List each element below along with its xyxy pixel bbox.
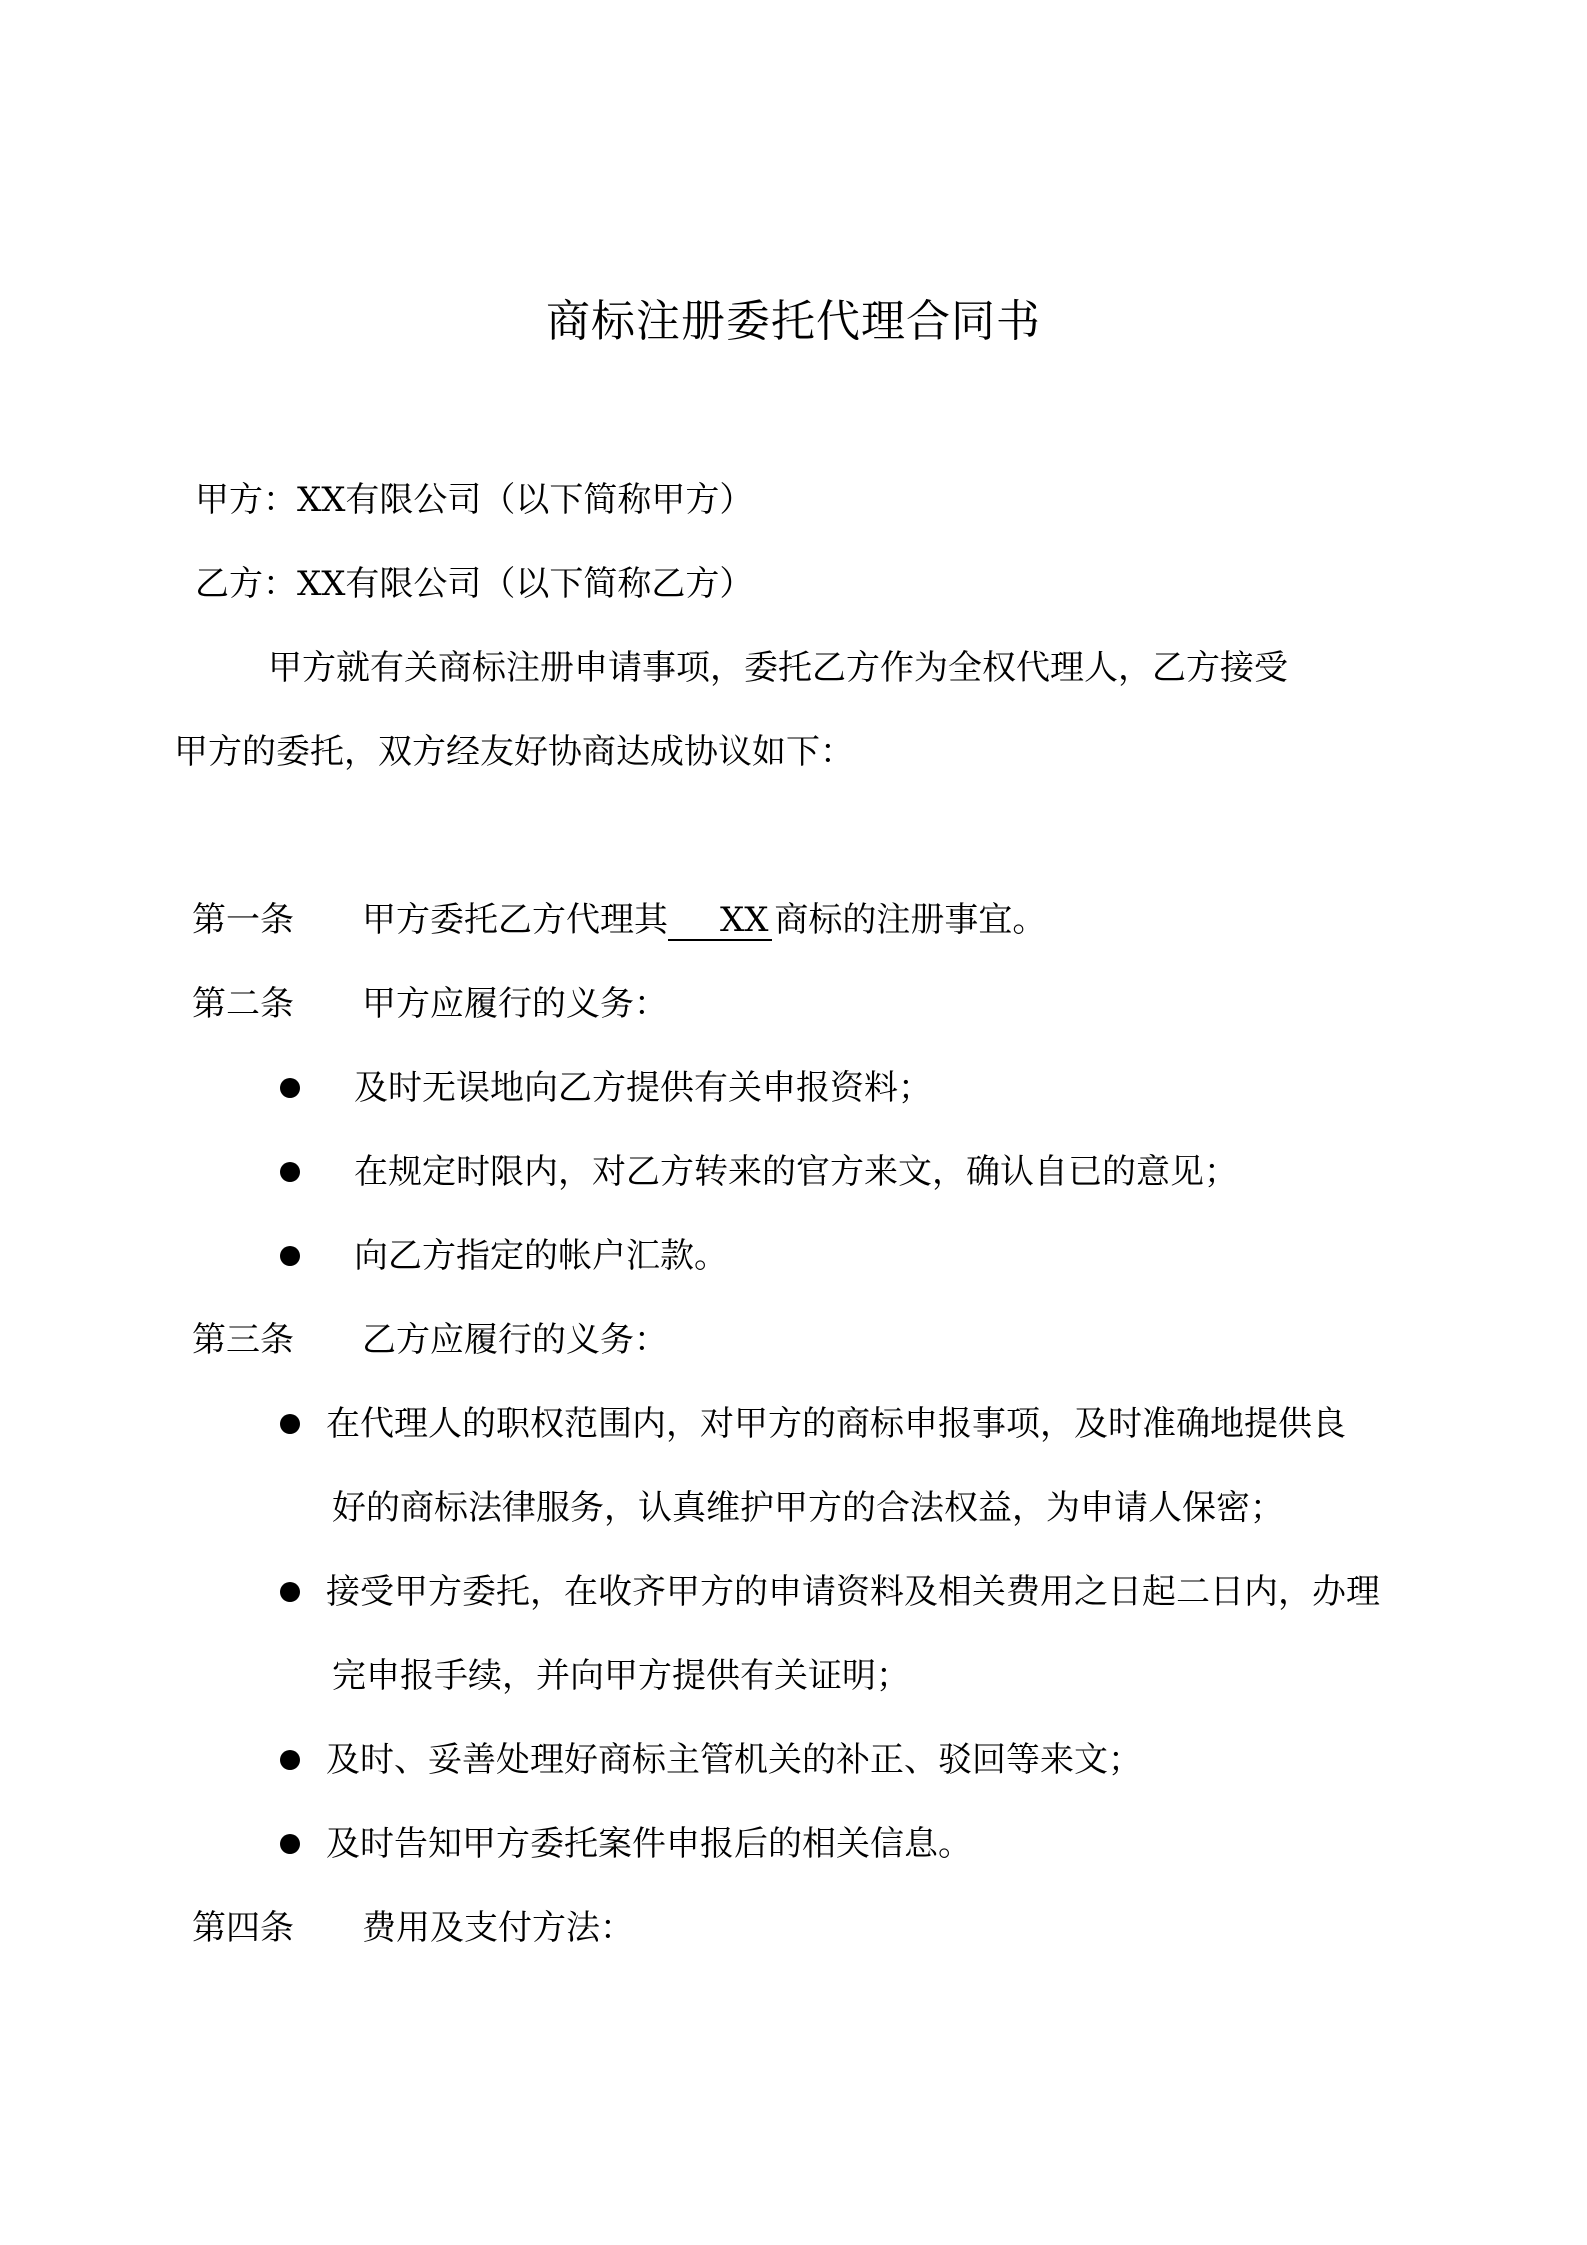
- article-3-heading: [192, 1316, 668, 1364]
- article-2-item-3: 向乙方指定的帐户汇款。: [354, 1236, 728, 1276]
- article-1-number: 第一条: [192, 900, 294, 940]
- article-3-heading-text: 乙方应履行的义务：: [362, 1320, 668, 1360]
- trademark-name-field: XX: [668, 901, 772, 941]
- bullet-dot: [280, 1834, 300, 1854]
- article-3-item-2-line-2: 完申报手续，并向甲方提供有关证明；: [332, 1656, 910, 1696]
- bullet-dot: [280, 1246, 300, 1266]
- article-2-number: 第二条: [192, 984, 294, 1024]
- intro-line-2: 甲方的委托，双方经友好协商达成协议如下：: [174, 732, 854, 772]
- bullet-dot: [280, 1414, 300, 1434]
- article-1-text-after: 商标的注册事宜。: [774, 900, 1047, 940]
- bullet-dot: [280, 1582, 300, 1602]
- article-1-text-before: 甲方委托乙方代理其: [362, 900, 668, 940]
- article-3-item-1-line-2: 好的商标法律服务，认真维护甲方的合法权益，为申请人保密；: [332, 1488, 1284, 1528]
- article-4-heading-text: 费用及支付方法：: [362, 1908, 634, 1948]
- article-3-item-1-line-1: 在代理人的职权范围内，对甲方的商标申报事项，及时准确地提供良: [326, 1404, 1346, 1444]
- party-a-line: 甲方：XX有限公司（以下简称甲方）: [195, 480, 754, 520]
- intro-line-1: 甲方就有关商标注册申请事项，委托乙方作为全权代理人，乙方接受: [268, 648, 1288, 688]
- bullet-dot: [280, 1750, 300, 1770]
- article-1: [192, 896, 1046, 944]
- article-2-heading-text: 甲方应履行的义务：: [362, 984, 668, 1024]
- bullet-dot: [280, 1162, 300, 1182]
- article-3-item-2-line-1: 接受甲方委托，在收齐甲方的申请资料及相关费用之日起二日内，办理: [326, 1572, 1380, 1612]
- article-3-item-4: 及时告知甲方委托案件申报后的相关信息。: [326, 1824, 972, 1864]
- bullet-dot: [280, 1078, 300, 1098]
- article-4-number: 第四条: [192, 1908, 294, 1948]
- article-3-number: 第三条: [192, 1320, 294, 1360]
- party-b-line: 乙方：XX有限公司（以下简称乙方）: [195, 564, 754, 604]
- article-3-item-3: 及时、妥善处理好商标主管机关的补正、驳回等来文；: [326, 1740, 1142, 1780]
- article-2-item-1: 及时无误地向乙方提供有关申报资料；: [354, 1068, 932, 1108]
- article-2-heading: [192, 980, 668, 1028]
- document-title: 商标注册委托代理合同书: [546, 296, 1041, 347]
- article-4-heading: [192, 1904, 634, 1952]
- article-2-item-2: 在规定时限内，对乙方转来的官方来文，确认自已的意见；: [354, 1152, 1238, 1192]
